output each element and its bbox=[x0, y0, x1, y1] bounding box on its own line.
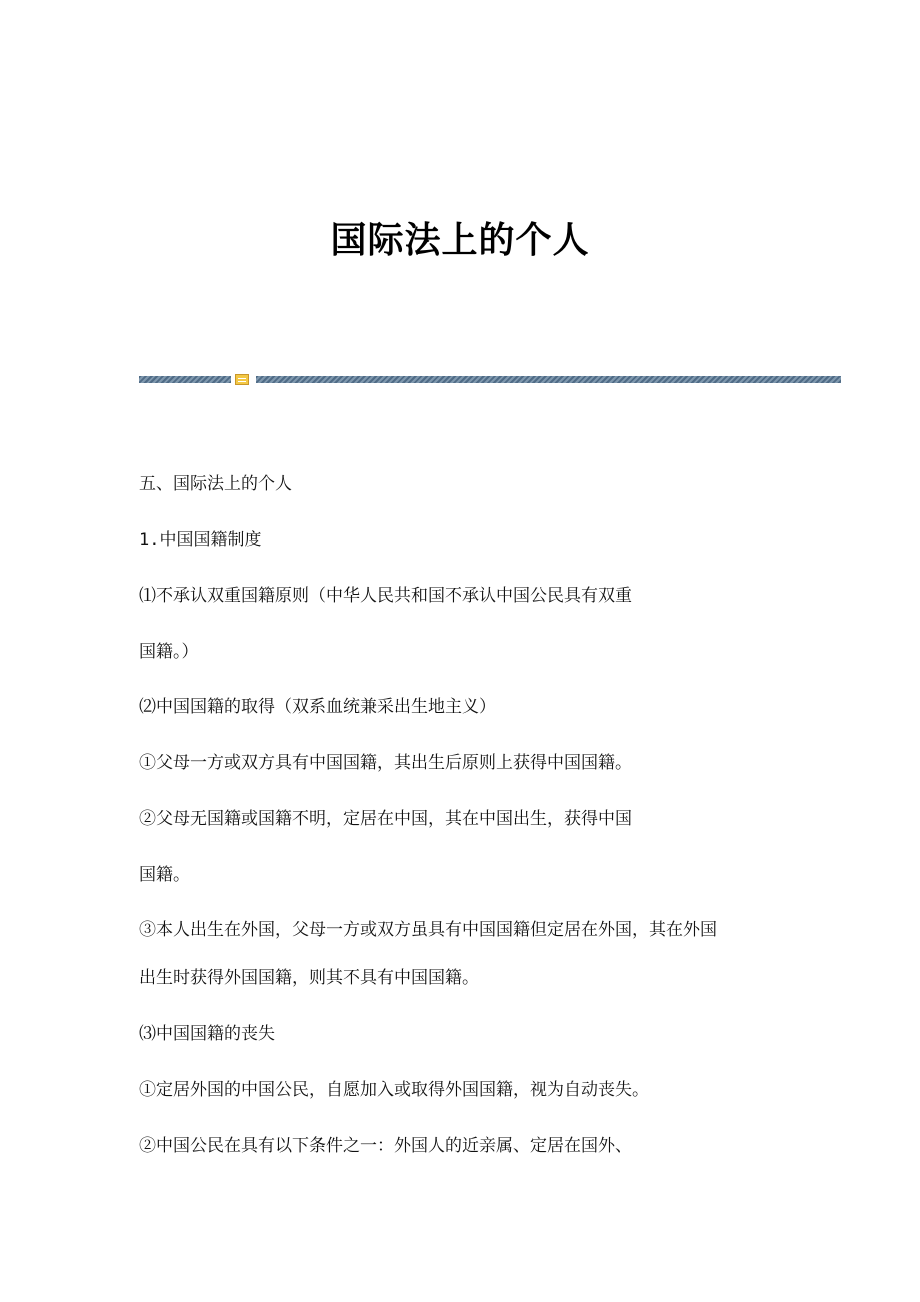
paragraph-line: ⑶中国国籍的丧失 bbox=[139, 1024, 275, 1044]
paragraph-line: ⑵中国国籍的取得（双系血统兼采出生地主义） bbox=[139, 697, 496, 717]
divider-bar-right bbox=[256, 376, 841, 383]
divider-ornament-icon bbox=[235, 374, 249, 385]
paragraph-line: 出生时获得外国国籍，则其不具有中国国籍。 bbox=[139, 968, 479, 988]
paragraph-line: ②父母无国籍或国籍不明，定居在中国，其在中国出生，获得中国 bbox=[139, 809, 632, 829]
section-heading: 五、国际法上的个人 bbox=[139, 474, 292, 494]
divider-bar-left bbox=[139, 376, 231, 383]
page-title: 国际法上的个人 bbox=[330, 219, 590, 261]
paragraph-line: 国籍。 bbox=[139, 865, 190, 885]
subsection-heading: 1.中国国籍制度 bbox=[139, 530, 262, 550]
paragraph-line: ①父母一方或双方具有中国国籍，其出生后原则上获得中国国籍。 bbox=[139, 753, 632, 773]
title-divider bbox=[139, 372, 841, 386]
paragraph-line: ②中国公民在具有以下条件之一：外国人的近亲属、定居在国外、 bbox=[139, 1136, 632, 1156]
paragraph-line: ①定居外国的中国公民，自愿加入或取得外国国籍，视为自动丧失。 bbox=[139, 1080, 649, 1100]
paragraph-line: ③本人出生在外国，父母一方或双方虽具有中国国籍但定居在外国，其在外国 bbox=[139, 920, 717, 940]
paragraph-line: 国籍。） bbox=[139, 642, 199, 662]
paragraph-line: ⑴不承认双重国籍原则（中华人民共和国不承认中国公民具有双重 bbox=[139, 586, 632, 606]
